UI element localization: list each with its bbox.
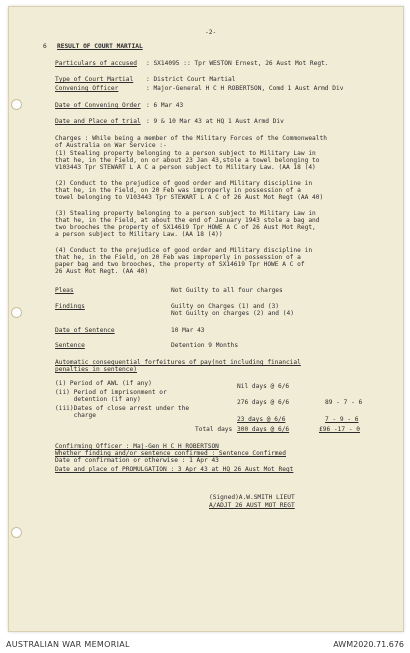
pleas-value: Not Guilty to all four charges [171, 287, 283, 294]
page-number: -2- [205, 29, 217, 36]
pleas-label: Pleas [55, 287, 74, 294]
sentence-date-value: 10 Mar 43 [171, 327, 205, 334]
convening-date-value: : 6 Mar 43 [146, 102, 184, 109]
charges-line: (2) Conduct to the prejudice of good order and Military discipline in [55, 180, 313, 187]
forfeitures-heading: penalties in sentence) [55, 366, 137, 373]
charges-line: (3) Stealing property belonging to a person subject to Military Law in [55, 210, 316, 217]
findings-line: Not Guilty on charges (2) and (4) [171, 310, 294, 317]
charges-line: (4) Conduct to the prejudice of good order and Military discipline in [55, 247, 313, 254]
confirming-officer: Confirming Officer : Maj-Gen H C H ROBERTSON [55, 443, 219, 450]
charges-line: 26 Aust Mot Regt. (AA 40) [55, 268, 149, 275]
charges-line: a person subject to Military Law. (AA 18 (4)) [55, 231, 223, 238]
particulars-label: Particulars of accused [55, 60, 137, 67]
forfeiture-days: 23 days @ 6/6 [237, 416, 286, 423]
punch-hole [11, 99, 22, 110]
charges-line: towel belonging to V103443 Tpr STEWART L A C of 26 Aust Mot Regt (AA 40) [55, 194, 324, 201]
charges-line: that he, in the Field, on 20 Feb was improperly in possession of a [55, 254, 301, 261]
charges-line: that he, in the Field, on or about 23 Jan 43,stole a towel belonging to [55, 157, 320, 164]
section-title: RESULT OF COURT MARTIAL [57, 43, 143, 50]
forfeiture-days: Nil days @ 6/6 [237, 383, 290, 390]
charges-line: Charges : While being a member of the Military Forces of the Commonwealth [55, 135, 327, 142]
forfeiture-label: (i) Period of AWL (if any) [55, 380, 152, 387]
trial-value: : 9 & 10 Mar 43 at HQ 1 Aust Armd Div [146, 118, 284, 125]
court-type-value: : District Court Martial [146, 76, 236, 83]
section-number: 6 [43, 43, 47, 50]
signature-title: A/ADJT 26 AUST MOT REGT [209, 502, 295, 509]
footer-institution: AUSTRALIAN WAR MEMORIAL [6, 640, 130, 649]
findings-label: Findings [55, 303, 85, 310]
promulgation: Date and place of PROMULGATION : 3 Apr 43 at HQ 26 Aust Mot Regt [55, 466, 294, 473]
total-days-value: 300 days @ 6/6 [237, 426, 290, 433]
particulars-value: : SX14095 :: Tpr WESTON Ernest, 26 Aust Mot Regt. [146, 60, 329, 67]
charges-line: of Australia on War Service :- [55, 142, 167, 149]
footer-accession-number: AWM2020.71.676 [333, 640, 404, 649]
charges-line: two brooches the property of SX14619 Tpr HOWE A C of 26 Aust Mot Regt, [55, 224, 316, 231]
convening-officer-label: Convening Officer [55, 85, 119, 92]
sentence-value: Detention 9 Months [171, 342, 239, 349]
charges-line: V103443 Tpr STEWART L A C a person subject to Military Law. (AA 18 (4) [55, 164, 316, 171]
forfeiture-amount: 89 - 7 - 6 [325, 399, 363, 406]
total-days-label: Total days [195, 426, 233, 433]
trial-label: Date and Place of trial [55, 118, 141, 125]
convening-officer-value: : Major-General H C H ROBERTSON, Comd 1 Aust Armd Div [146, 85, 344, 92]
signature-name: (Signed)A.W.SMITH LIEUT [209, 494, 295, 501]
document-page [8, 6, 404, 632]
footer-bar [0, 636, 410, 653]
forfeitures-heading: Automatic consequential forfeitures of pay(not including financial [55, 359, 301, 366]
punch-hole [11, 307, 22, 318]
total-amount: £96 -17 - 0 [319, 426, 360, 433]
charges-line: (1) Stealing property belonging to a person subject to Military Law in [55, 150, 316, 157]
forfeiture-label: (iii)Dates of close arrest under the charge [55, 405, 190, 419]
forfeiture-amount: 7 - 9 - 6 [325, 416, 359, 423]
sentence-label: Sentence [55, 342, 85, 349]
confirmation-status: Whether finding and/or sentence confirmed : Sentence Confirmed [55, 450, 286, 457]
forfeiture-label: (ii) Period of imprisonment or detention (if any) [55, 389, 167, 403]
charges-line: paper bag and two brooches, the property of SX14619 Tpr HOWE A C of [55, 261, 305, 268]
court-type-label: Type of Court Martial [55, 76, 134, 83]
confirmation-date: Date of confirmation or otherwise : 1 Apr 43 [55, 457, 219, 464]
punch-hole [11, 527, 22, 538]
charges-line: that he, in the Field, on 20 Feb was improperly in possession of a [55, 187, 301, 194]
forfeiture-days: 276 days @ 6/6 [237, 399, 290, 406]
charges-line: that he, in the Field, at about the end of January 1943 stole a bag and [55, 217, 320, 224]
convening-date-label: Date of Convening Order [55, 102, 141, 109]
findings-line: Guilty on Charges (1) and (3) [171, 303, 280, 310]
sentence-date-label: Date of Sentence [55, 327, 115, 334]
